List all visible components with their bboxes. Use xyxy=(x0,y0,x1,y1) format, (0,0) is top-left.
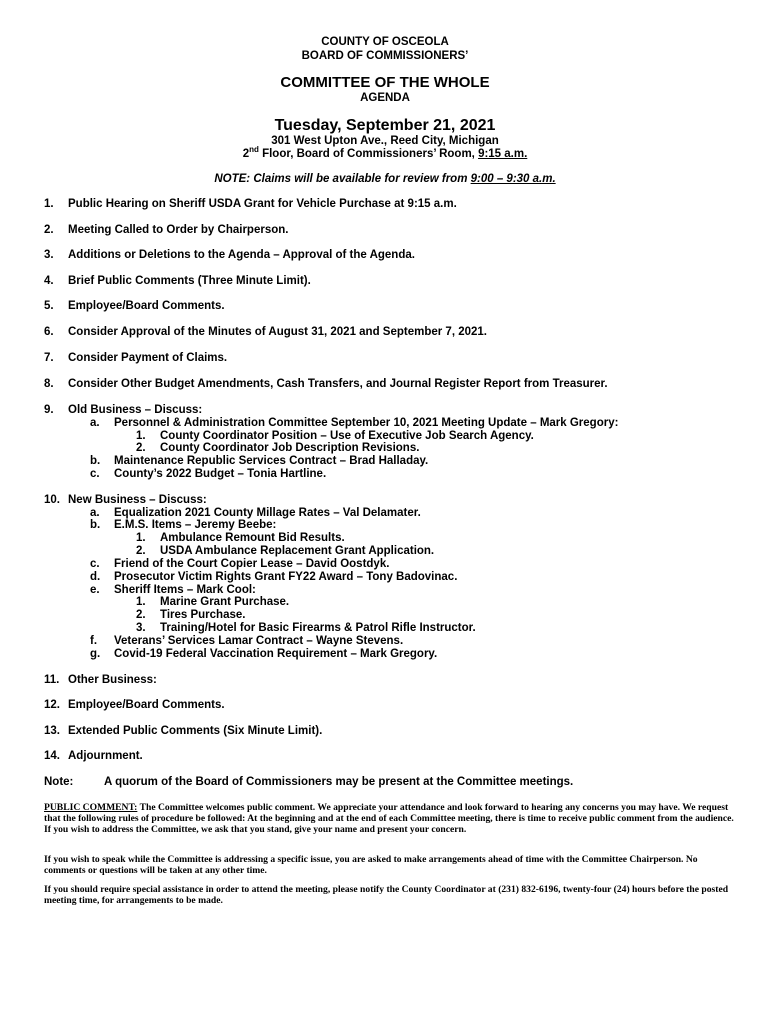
agenda-item: 14. Adjournment. xyxy=(44,750,143,762)
new-business-item: c. Friend of the Court Copier Lease – David Oostdyk. xyxy=(90,558,390,570)
old-business-item: c. County’s 2022 Budget – Tonia Hartline. xyxy=(90,468,327,480)
agenda-item-old-business: 9. Old Business – Discuss: xyxy=(44,404,203,416)
agenda-item-new-business: 10. New Business – Discuss: xyxy=(44,494,207,506)
old-business-item: b. Maintenance Republic Services Contract – Brad Halladay. xyxy=(90,455,429,467)
new-business-item: g. Covid-19 Federal Vaccination Requirement – Mark Gregory. xyxy=(90,648,438,660)
old-business-subitem: 2. County Coordinator Job Description Revisions. xyxy=(136,442,420,454)
new-business-item: f. Veterans’ Services Lamar Contract – Wayne Stevens. xyxy=(90,635,404,647)
meeting-room: 2nd Floor, Board of Commissioners’ Room, 9:15 a.m. xyxy=(242,145,528,160)
public-comment-paragraph: PUBLIC COMMENT: The Committee welcomes public comment. We appreciate your attendance and look forward to hearing any concerns you may have. We request that the following rules of procedure be followed: At the beginning and at the end of each Committee meeting, there is time to receive public comment from the audience. If you wish to address the Committee, we ask that you stand, give your name and present your concern. xyxy=(44,802,734,836)
quorum-note: Note: A quorum of the Board of Commissioners may be present at the Committee meetings. xyxy=(44,776,574,788)
agenda-item: 12. Employee/Board Comments. xyxy=(44,699,225,711)
agenda-item: 1. Public Hearing on Sheriff USDA Grant for Vehicle Purchase at 9:15 a.m. xyxy=(44,198,457,210)
agenda-item: 3. Additions or Deletions to the Agenda – Approval of the Agenda. xyxy=(44,249,415,261)
document-title: COMMITTEE OF THE WHOLE xyxy=(280,74,490,91)
agenda-item: 4. Brief Public Comments (Three Minute Limit). xyxy=(44,275,311,287)
claims-note: NOTE: Claims will be available for review from 9:00 – 9:30 a.m. xyxy=(214,173,556,185)
old-business-item: a. Personnel & Administration Committee September 10, 2021 Meeting Update – Mark Gregory: xyxy=(90,417,619,429)
meeting-address: 301 West Upton Ave., Reed City, Michigan xyxy=(271,135,499,147)
new-business-subitem: 2. USDA Ambulance Replacement Grant Application. xyxy=(136,545,435,557)
old-business-subitem: 1. County Coordinator Position – Use of Executive Job Search Agency. xyxy=(136,430,534,442)
meeting-date: Tuesday, September 21, 2021 xyxy=(274,117,496,134)
new-business-item: e. Sheriff Items – Mark Cool: xyxy=(90,584,256,596)
new-business-item: d. Prosecutor Victim Rights Grant FY22 Award – Tony Badovinac. xyxy=(90,571,458,583)
new-business-subitem: 2. Tires Purchase. xyxy=(136,609,246,621)
document-subtitle: AGENDA xyxy=(360,92,410,104)
new-business-subitem: 1. Marine Grant Purchase. xyxy=(136,596,290,608)
meeting-time: 9:15 a.m. xyxy=(478,148,528,160)
new-business-subitem: 1. Ambulance Remount Bid Results. xyxy=(136,532,345,544)
agenda-item: 5. Employee/Board Comments. xyxy=(44,300,225,312)
new-business-item: b. E.M.S. Items – Jeremy Beebe: xyxy=(90,519,277,531)
agenda-item: 6. Consider Approval of the Minutes of August 31, 2021 and September 7, 2021. xyxy=(44,326,487,338)
county-name: COUNTY OF OSCEOLA xyxy=(321,36,449,48)
agenda-item: 8. Consider Other Budget Amendments, Cash Transfers, and Journal Register Report from Treasurer. xyxy=(44,378,608,390)
county-header xyxy=(0,35,770,63)
claims-review-time: 9:00 – 9:30 a.m. xyxy=(470,173,556,185)
agenda-item: 2. Meeting Called to Order by Chairperson. xyxy=(44,224,289,236)
board-name: BOARD OF COMMISSIONERS’ xyxy=(301,50,469,62)
agenda-item: 11. Other Business: xyxy=(44,674,157,686)
public-comment-paragraph: If you wish to speak while the Committee is addressing a specific issue, you are asked to make arrangements ahead of time with the Committee Chairperson. No comments or questions will be taken at any other time. xyxy=(44,854,698,877)
public-comment-paragraph: If you should require special assistance in order to attend the meeting, please notify the County Coordinator at (231) 832-6196, twenty-four (24) hours before the posted meeting time, for arrangements to be made. xyxy=(44,884,729,907)
meeting-location xyxy=(0,135,770,161)
public-comment-label: PUBLIC COMMENT: xyxy=(44,802,138,813)
agenda-item: 7. Consider Payment of Claims. xyxy=(44,352,228,364)
agenda-item: 13. Extended Public Comments (Six Minute Limit). xyxy=(44,725,323,737)
new-business-subitem: 3. Training/Hotel for Basic Firearms & Patrol Rifle Instructor. xyxy=(136,622,476,634)
new-business-item: a. Equalization 2021 County Millage Rates – Val Delamater. xyxy=(90,507,421,519)
